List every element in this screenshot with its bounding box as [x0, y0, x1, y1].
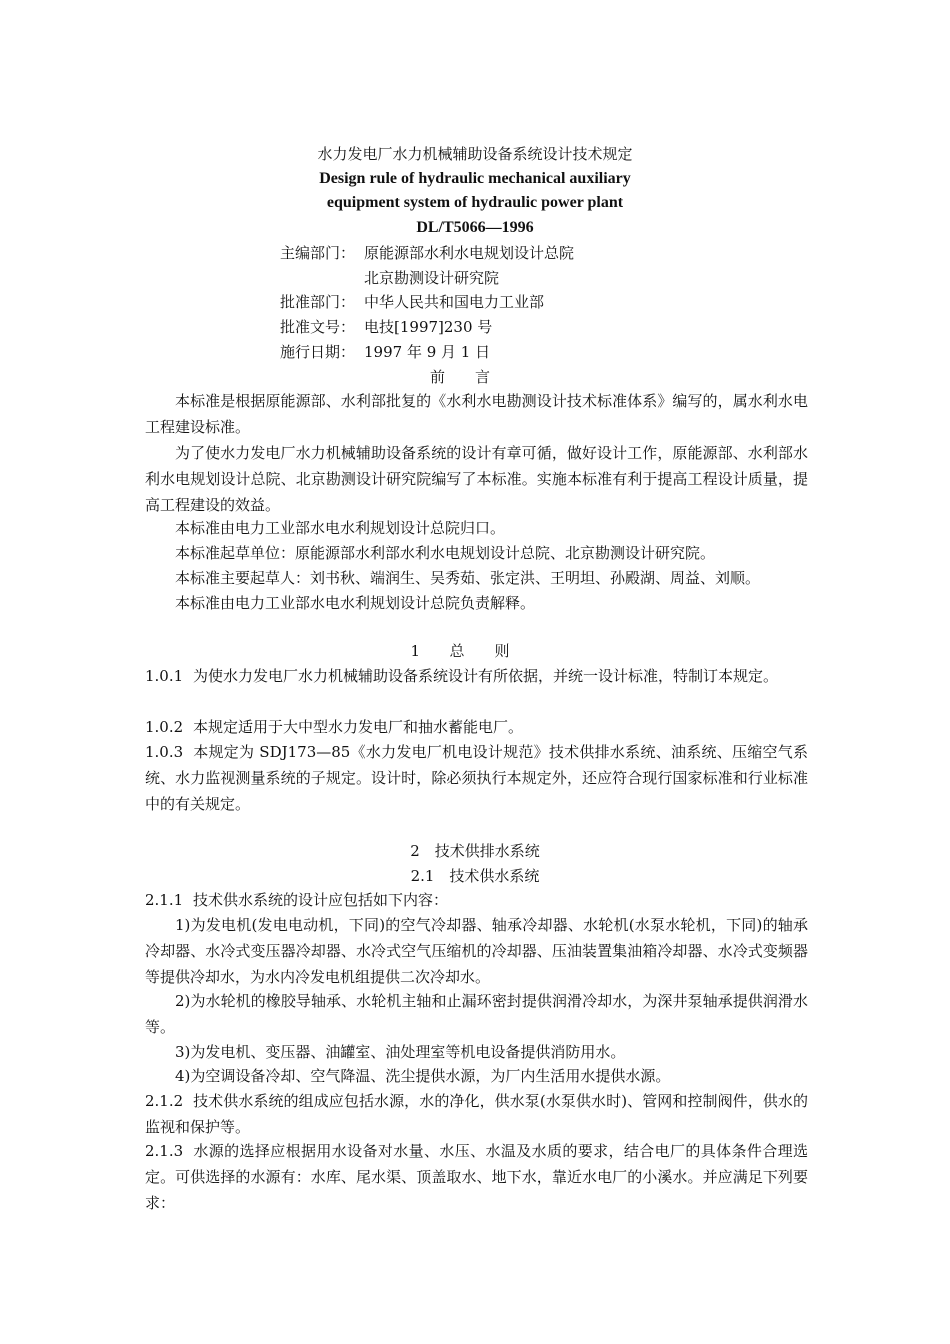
list-item-3: 3)为发电机、变压器、油罐室、油处理室等机电设备提供消防用水。	[175, 1043, 626, 1061]
editor-label: 主编部门：	[280, 244, 356, 262]
clause-1-0-3	[145, 739, 808, 817]
title-cn: 水力发电厂水力机械辅助设备系统设计技术规定	[317, 145, 633, 163]
clause-text: 技术供水系统的设计应包括如下内容：	[193, 891, 449, 909]
standard-code: DL/T5066—1996	[416, 219, 534, 236]
clause-text: 本规定为 SDJ173—85《水力发电厂机电设计规范》技术供排水系统、油系统、压缩空气系统、水力监视测量系统的子规定。设计时，除必须执行本规定外，还应符合现行国家标准和行业标准中的有关规定。	[145, 743, 808, 813]
title-en-line-2: equipment system of hydraulic power plant	[326, 194, 624, 211]
effective-date: 1997 年 9 月 1 日	[364, 343, 491, 361]
clause-number: 2.1.1	[145, 891, 184, 909]
approver-label: 批准部门：	[280, 293, 356, 311]
list-item-2: 2)为水轮机的橡胶导轴承、水轮机主轴和止漏环密封提供润滑冷却水，为深井泵轴承提供润滑水等。	[145, 992, 808, 1036]
editor-1: 原能源部水利水电规划设计总院	[364, 244, 575, 262]
clause-2-1-3	[145, 1138, 808, 1216]
clause-2-1-2	[145, 1088, 808, 1140]
clause-text: 水源的选择应根据用水设备对水量、水压、水温及水质的要求，结合电厂的具体条件合理选定。可供选择的水源有：水库、尾水渠、顶盖取水、地下水，靠近水电厂的小溪水。并应满足下列要求：	[145, 1142, 808, 1212]
preface-paragraph-4: 本标准起草单位：原能源部水利部水利水电规划设计总院、北京勘测设计研究院。	[175, 544, 716, 562]
effective-label: 施行日期：	[280, 343, 356, 361]
chapter-2-heading: 2 技术供排水系统	[410, 842, 540, 860]
clause-text: 为使水力发电厂水力机械辅助设备系统设计有所依据，并统一设计标准，特制订本规定。	[193, 667, 779, 685]
clause-number: 2.1.3	[145, 1142, 184, 1160]
preface-paragraph-3: 本标准由电力工业部水电水利规划设计总院归口。	[175, 519, 506, 537]
clause-1-0-2	[145, 714, 808, 740]
section-2-1-heading: 2.1 技术供水系统	[410, 867, 540, 885]
approver: 中华人民共和国电力工业部	[364, 293, 545, 311]
preface-paragraph-5: 本标准主要起草人：刘书秋、端润生、吴秀茹、张定洪、王明坦、孙殿湖、周益、刘顺。	[175, 569, 761, 587]
chapter-1-heading	[0, 641, 950, 661]
list-item-4: 4)为空调设备冷却、空气降温、洗尘提供水源，为厂内生活用水提供水源。	[175, 1067, 671, 1085]
clause-1-0-1	[145, 663, 808, 689]
clause-number: 1.0.1	[145, 667, 184, 685]
clause-2-1-1	[145, 887, 808, 913]
clause-number: 1.0.3	[145, 743, 184, 761]
chapter-1-title: 总则	[449, 642, 540, 660]
list-item-1: 1)为发电机(发电电动机，下同)的空气冷却器、轴承冷却器、水轮机(水泵水轮机，下同)的轴承冷却器、水冷式变压器冷却器、水冷式空气压缩机的冷却器、压油装置集油箱冷却器、水冷式变频器等提供冷却水，为水内冷发电机组提供二次冷却水。	[145, 916, 808, 986]
clause-number: 2.1.2	[145, 1092, 184, 1110]
doc-no: 电技[1997]230 号	[364, 318, 493, 336]
clause-number: 1.0.2	[145, 718, 184, 736]
preface-paragraph-1: 本标准是根据原能源部、水利部批复的《水利水电勘测设计技术标准体系》编写的，属水利水电工程建设标准。	[145, 392, 808, 436]
clause-text: 本规定适用于大中型水力发电厂和抽水蓄能电厂。	[193, 718, 524, 736]
chapter-1-number: 1	[410, 642, 420, 660]
preface-paragraph-2: 为了使水力发电厂水力机械辅助设备系统的设计有章可循，做好设计工作，原能源部、水利部水利水电规划设计总院、北京勘测设计研究院编写了本标准。实施本标准有利于提高工程设计质量，提高工程建设的效益。	[145, 444, 808, 514]
clause-text: 技术供水系统的组成应包括水源，水的净化，供水泵(水泵供水时)、管网和控制阀件，供水的监视和保护等。	[145, 1092, 808, 1136]
title-en-line-1: Design rule of hydraulic mechanical auxiliary	[319, 170, 631, 187]
doc-no-label: 批准文号：	[280, 318, 356, 336]
editor-2: 北京勘测设计研究院	[364, 269, 500, 287]
preface-paragraph-6: 本标准由电力工业部水电水利规划设计总院负责解释。	[175, 594, 536, 612]
preface-heading: 前言	[429, 368, 520, 386]
